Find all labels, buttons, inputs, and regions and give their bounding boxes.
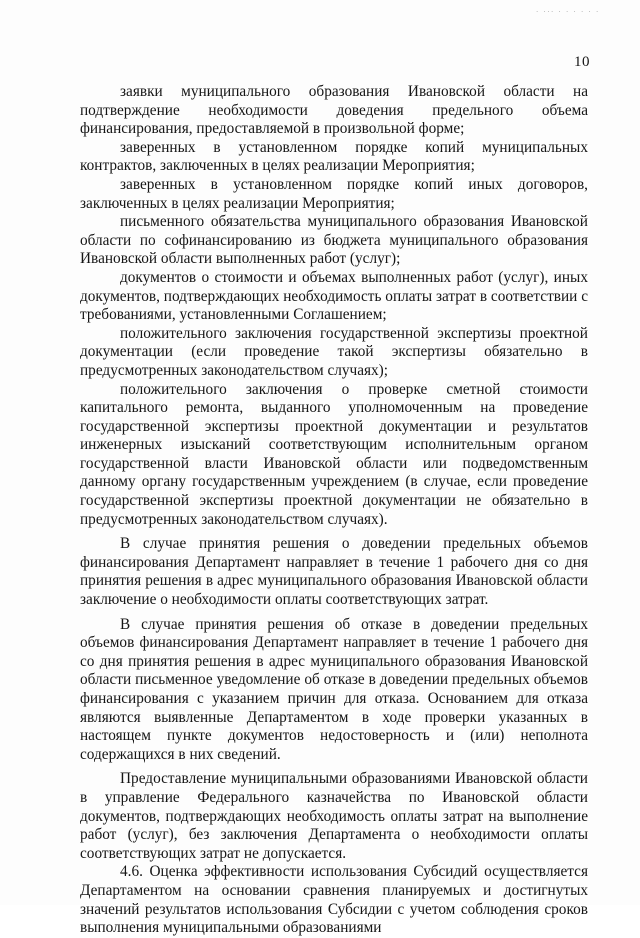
list-item-cost-documents: документов о стоимости и объемах выполненных работ (услуг), иных документов, подтверждающих необходимость оплаты затрат в соответствии с требованиями, установленными Соглашением; [80,268,588,324]
paragraph-treasury-submission: Предоставление муниципальными образованиями Ивановской области в управление Федерального казначейства по Ивановской области документов, подтверждающих необходимость оплаты затрат на выполнение работ (услуг), без заключения Департамента о необходимости оплаты соответствующих затрат не допускается. [80,770,588,862]
list-item-application: заявки муниципального образования Ивановской области на подтверждение необходимости доведения предельного объема финансирования, предоставляемой в произвольной форме; [80,83,588,138]
paragraph-approval-decision: В случае принятия решения о доведении предельных объемов финансирования Департамент направляет в течение 1 рабочего дня со дня принятия решения в адрес муниципального образования Ивановской области заключение о необходимости оплаты соответствующих затрат. [80,535,588,609]
list-item-cofinancing-obligation: письменного обязательства муниципального образования Ивановской области по софинансированию из бюджета муниципального образования Ивановской области выполненных работ (услуг); [80,213,588,268]
list-item-municipal-contracts: заверенных в установленном порядке копий муниципальных контрактов, заключенных в целях реализации Мероприятия; [80,138,588,175]
document-body [80,83,588,938]
scan-marks: . ... . . . . . . [536,6,600,14]
list-item-other-contracts: заверенных в установленном порядке копий иных договоров, заключенных в целях реализации Мероприятия; [80,175,588,212]
page-number: 10 [574,54,590,70]
paragraph-section-4-6: 4.6. Оценка эффективности использования Субсидий осуществляется Департаментом на основании сравнения планируемых и достигнутых значений результатов использования Субсидии с учетом соблюдения сроков выполнения муниципальными образованиями [80,863,588,937]
list-item-estimate-check: положительного заключения о проверке сметной стоимости капитального ремонта, выданного уполномоченным на проведение государственной экспертизы проектной документации и результатов инженерных изысканий соответствующим исполнительным органом государственной власти Ивановской области или подведомственным данному органу государственным учреждением (в случае, если проведение государственной экспертизы проектной документации не обязательно в предусмотренных законодательством случаях). [80,380,588,528]
paragraph-refusal-decision: В случае принятия решения об отказе в доведении предельных объемов финансирования Департамент направляет в течение 1 рабочего дня со дня принятия решения в адрес муниципального образования Ивановской области письменное уведомление об отказе в доведении предельных объемов финансирования с указанием причин для отказа. Основанием для отказа являются выявленные Департаментом в ходе проверки указанных в настоящем пункте документов недостоверность и (или) неполнота содержащихся в них сведений. [80,615,588,763]
list-item-state-expertise: положительного заключения государственной экспертизы проектной документации (если проведение такой экспертизы обязательно в предусмотренных законодательством случаях); [80,324,588,379]
